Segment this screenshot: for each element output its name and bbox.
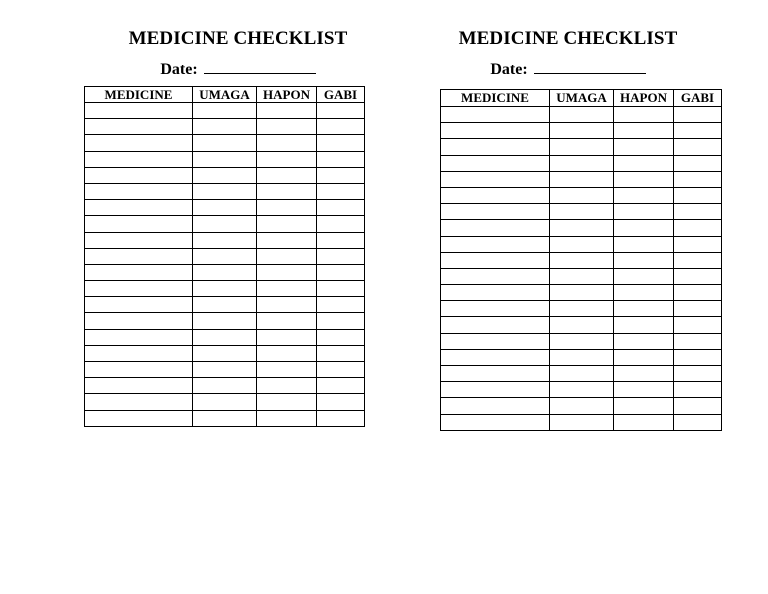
cell-medicine[interactable]: [441, 204, 550, 220]
cell-gabi[interactable]: [674, 123, 722, 139]
cell-gabi[interactable]: [674, 220, 722, 236]
cell-umaga[interactable]: [193, 345, 257, 361]
col-header-umaga: UMAGA: [193, 87, 257, 103]
cell-medicine[interactable]: [441, 252, 550, 268]
cell-gabi[interactable]: [674, 187, 722, 203]
cell-gabi[interactable]: [674, 204, 722, 220]
cell-medicine[interactable]: [441, 333, 550, 349]
cell-medicine[interactable]: [85, 103, 193, 119]
cell-medicine[interactable]: [85, 183, 193, 199]
cell-gabi[interactable]: [317, 216, 365, 232]
table-row: [85, 248, 365, 264]
cell-umaga[interactable]: [550, 139, 614, 155]
table-row: [441, 268, 722, 284]
cell-hapon[interactable]: [257, 281, 317, 297]
cell-umaga[interactable]: [193, 183, 257, 199]
cell-medicine[interactable]: [441, 414, 550, 430]
table-row: [441, 220, 722, 236]
col-header-umaga: UMAGA: [550, 90, 614, 107]
cell-hapon[interactable]: [614, 204, 674, 220]
cell-umaga[interactable]: [193, 216, 257, 232]
checklist-title: MEDICINE CHECKLIST: [128, 28, 348, 49]
cell-gabi[interactable]: [674, 285, 722, 301]
cell-hapon[interactable]: [614, 268, 674, 284]
table-row: [85, 410, 365, 426]
cell-umaga[interactable]: [550, 301, 614, 317]
cell-gabi[interactable]: [317, 103, 365, 119]
cell-umaga[interactable]: [193, 297, 257, 313]
cell-medicine[interactable]: [441, 171, 550, 187]
date-blank-field[interactable]: [204, 59, 316, 74]
cell-medicine[interactable]: [441, 123, 550, 139]
cell-gabi[interactable]: [674, 366, 722, 382]
cell-hapon[interactable]: [614, 317, 674, 333]
table-row: [85, 329, 365, 345]
cell-medicine[interactable]: [85, 248, 193, 264]
cell-hapon[interactable]: [614, 107, 674, 123]
cell-umaga[interactable]: [193, 313, 257, 329]
table-row: [85, 151, 365, 167]
table-row: [441, 414, 722, 430]
cell-hapon[interactable]: [257, 313, 317, 329]
cell-gabi[interactable]: [674, 414, 722, 430]
cell-umaga[interactable]: [193, 394, 257, 410]
table-row: [85, 200, 365, 216]
table-header-row: [441, 90, 722, 107]
table-row: [85, 232, 365, 248]
cell-medicine[interactable]: [85, 119, 193, 135]
cell-medicine[interactable]: [441, 187, 550, 203]
cell-medicine[interactable]: [85, 281, 193, 297]
cell-umaga[interactable]: [193, 151, 257, 167]
cell-hapon[interactable]: [614, 171, 674, 187]
table-row: [85, 394, 365, 410]
cell-gabi[interactable]: [317, 410, 365, 426]
cell-gabi[interactable]: [317, 248, 365, 264]
col-header-hapon: HAPON: [257, 87, 317, 103]
cell-hapon[interactable]: [257, 232, 317, 248]
cell-umaga[interactable]: [193, 264, 257, 280]
cell-medicine[interactable]: [441, 220, 550, 236]
cell-umaga[interactable]: [550, 220, 614, 236]
cell-medicine[interactable]: [441, 382, 550, 398]
table-row: [85, 313, 365, 329]
cell-medicine[interactable]: [441, 366, 550, 382]
cell-gabi[interactable]: [317, 183, 365, 199]
cell-umaga[interactable]: [193, 119, 257, 135]
table-body: [441, 107, 722, 431]
cell-gabi[interactable]: [317, 232, 365, 248]
cell-umaga[interactable]: [193, 378, 257, 394]
cell-gabi[interactable]: [674, 268, 722, 284]
table-row: [85, 167, 365, 183]
cell-hapon[interactable]: [257, 297, 317, 313]
cell-gabi[interactable]: [317, 167, 365, 183]
col-header-gabi: GABI: [674, 90, 722, 107]
table-row: [441, 171, 722, 187]
cell-umaga[interactable]: [193, 135, 257, 151]
cell-hapon[interactable]: [257, 167, 317, 183]
cell-medicine[interactable]: [85, 378, 193, 394]
cell-umaga[interactable]: [193, 362, 257, 378]
table-row: [441, 333, 722, 349]
table-row: [441, 382, 722, 398]
cell-medicine[interactable]: [441, 139, 550, 155]
cell-medicine[interactable]: [441, 398, 550, 414]
cell-medicine[interactable]: [85, 151, 193, 167]
cell-medicine[interactable]: [85, 410, 193, 426]
cell-hapon[interactable]: [257, 345, 317, 361]
cell-hapon[interactable]: [614, 414, 674, 430]
cell-hapon[interactable]: [257, 264, 317, 280]
cell-umaga[interactable]: [550, 155, 614, 171]
cell-hapon[interactable]: [614, 252, 674, 268]
table-row: [441, 349, 722, 365]
cell-hapon[interactable]: [614, 398, 674, 414]
cell-medicine[interactable]: [441, 236, 550, 252]
cell-hapon[interactable]: [257, 329, 317, 345]
table-row: [85, 345, 365, 361]
cell-umaga[interactable]: [550, 317, 614, 333]
cell-hapon[interactable]: [257, 362, 317, 378]
cell-gabi[interactable]: [674, 349, 722, 365]
cell-gabi[interactable]: [317, 362, 365, 378]
table-row: [441, 139, 722, 155]
cell-medicine[interactable]: [85, 329, 193, 345]
cell-hapon[interactable]: [257, 378, 317, 394]
table-row: [85, 378, 365, 394]
col-header-medicine: MEDICINE: [441, 90, 550, 107]
table-body: [85, 103, 365, 427]
cell-umaga[interactable]: [550, 204, 614, 220]
cell-hapon[interactable]: [614, 285, 674, 301]
cell-gabi[interactable]: [317, 394, 365, 410]
cell-hapon[interactable]: [257, 135, 317, 151]
cell-umaga[interactable]: [550, 123, 614, 139]
table-row: [441, 301, 722, 317]
medicine-table: [84, 86, 365, 427]
cell-hapon[interactable]: [257, 103, 317, 119]
cell-hapon[interactable]: [614, 301, 674, 317]
cell-hapon[interactable]: [614, 155, 674, 171]
cell-umaga[interactable]: [550, 236, 614, 252]
cell-umaga[interactable]: [550, 333, 614, 349]
cell-medicine[interactable]: [85, 200, 193, 216]
table-row: [85, 362, 365, 378]
col-header-hapon: HAPON: [614, 90, 674, 107]
table-row: [441, 236, 722, 252]
cell-umaga[interactable]: [550, 349, 614, 365]
cell-medicine[interactable]: [85, 232, 193, 248]
cell-gabi[interactable]: [674, 398, 722, 414]
cell-gabi[interactable]: [317, 313, 365, 329]
cell-gabi[interactable]: [317, 345, 365, 361]
cell-medicine[interactable]: [85, 394, 193, 410]
cell-gabi[interactable]: [674, 317, 722, 333]
table-row: [441, 366, 722, 382]
date-line: [112, 59, 364, 79]
checklist-title: MEDICINE CHECKLIST: [458, 28, 678, 49]
cell-medicine[interactable]: [441, 317, 550, 333]
table-row: [441, 107, 722, 123]
cell-gabi[interactable]: [317, 264, 365, 280]
cell-hapon[interactable]: [257, 410, 317, 426]
table-row: [85, 135, 365, 151]
cell-medicine[interactable]: [441, 349, 550, 365]
cell-umaga[interactable]: [193, 167, 257, 183]
cell-gabi[interactable]: [674, 333, 722, 349]
table-row: [441, 252, 722, 268]
cell-hapon[interactable]: [257, 216, 317, 232]
cell-gabi[interactable]: [317, 200, 365, 216]
cell-hapon[interactable]: [614, 333, 674, 349]
table-row: [441, 155, 722, 171]
cell-hapon[interactable]: [257, 119, 317, 135]
cell-umaga[interactable]: [550, 187, 614, 203]
cell-medicine[interactable]: [85, 216, 193, 232]
cell-umaga[interactable]: [193, 200, 257, 216]
cell-gabi[interactable]: [317, 281, 365, 297]
cell-hapon[interactable]: [614, 382, 674, 398]
cell-umaga[interactable]: [193, 410, 257, 426]
cell-hapon[interactable]: [257, 248, 317, 264]
cell-umaga[interactable]: [550, 268, 614, 284]
cell-medicine[interactable]: [441, 301, 550, 317]
cell-hapon[interactable]: [257, 183, 317, 199]
date-label: Date:: [490, 61, 528, 78]
cell-umaga[interactable]: [550, 285, 614, 301]
medicine-table: [440, 89, 722, 431]
cell-medicine[interactable]: [85, 362, 193, 378]
cell-gabi[interactable]: [674, 155, 722, 171]
cell-gabi[interactable]: [317, 378, 365, 394]
cell-gabi[interactable]: [674, 301, 722, 317]
table-row: [85, 216, 365, 232]
cell-medicine[interactable]: [85, 167, 193, 183]
cell-umaga[interactable]: [193, 281, 257, 297]
cell-gabi[interactable]: [674, 382, 722, 398]
cell-gabi[interactable]: [674, 139, 722, 155]
cell-gabi[interactable]: [674, 171, 722, 187]
date-line: [432, 59, 704, 79]
cell-umaga[interactable]: [550, 382, 614, 398]
col-header-gabi: GABI: [317, 87, 365, 103]
table-row: [441, 285, 722, 301]
cell-medicine[interactable]: [441, 155, 550, 171]
table-row: [441, 398, 722, 414]
table-row: [85, 119, 365, 135]
cell-hapon[interactable]: [614, 139, 674, 155]
cell-medicine[interactable]: [85, 313, 193, 329]
table-row: [85, 281, 365, 297]
cell-medicine[interactable]: [441, 285, 550, 301]
cell-hapon[interactable]: [614, 236, 674, 252]
cell-gabi[interactable]: [317, 135, 365, 151]
cell-hapon[interactable]: [257, 200, 317, 216]
cell-medicine[interactable]: [441, 107, 550, 123]
date-blank-field[interactable]: [534, 59, 646, 74]
table-row: [85, 183, 365, 199]
cell-umaga[interactable]: [550, 366, 614, 382]
cell-gabi[interactable]: [674, 252, 722, 268]
table-header-row: [85, 87, 365, 103]
cell-hapon[interactable]: [614, 366, 674, 382]
date-label: Date:: [160, 61, 198, 78]
cell-gabi[interactable]: [317, 329, 365, 345]
table-row: [441, 123, 722, 139]
cell-medicine[interactable]: [85, 345, 193, 361]
cell-hapon[interactable]: [614, 187, 674, 203]
cell-umaga[interactable]: [550, 171, 614, 187]
cell-gabi[interactable]: [317, 119, 365, 135]
table-row: [85, 264, 365, 280]
cell-umaga[interactable]: [193, 103, 257, 119]
cell-hapon[interactable]: [257, 151, 317, 167]
cell-gabi[interactable]: [674, 107, 722, 123]
checklist-left: [84, 28, 364, 102]
cell-gabi[interactable]: [317, 151, 365, 167]
cell-umaga[interactable]: [193, 329, 257, 345]
cell-gabi[interactable]: [317, 297, 365, 313]
cell-hapon[interactable]: [614, 123, 674, 139]
col-header-medicine: MEDICINE: [85, 87, 193, 103]
cell-umaga[interactable]: [550, 414, 614, 430]
table-row: [85, 297, 365, 313]
cell-hapon[interactable]: [257, 394, 317, 410]
checklist-right: [440, 28, 721, 105]
cell-gabi[interactable]: [674, 236, 722, 252]
cell-medicine[interactable]: [441, 268, 550, 284]
cell-umaga[interactable]: [550, 398, 614, 414]
table-row: [441, 204, 722, 220]
cell-medicine[interactable]: [85, 135, 193, 151]
cell-umaga[interactable]: [193, 248, 257, 264]
cell-medicine[interactable]: [85, 297, 193, 313]
table-row: [441, 187, 722, 203]
cell-umaga[interactable]: [550, 252, 614, 268]
cell-hapon[interactable]: [614, 349, 674, 365]
cell-hapon[interactable]: [614, 220, 674, 236]
table-row: [441, 317, 722, 333]
cell-medicine[interactable]: [85, 264, 193, 280]
cell-umaga[interactable]: [193, 232, 257, 248]
table-row: [85, 103, 365, 119]
cell-umaga[interactable]: [550, 107, 614, 123]
